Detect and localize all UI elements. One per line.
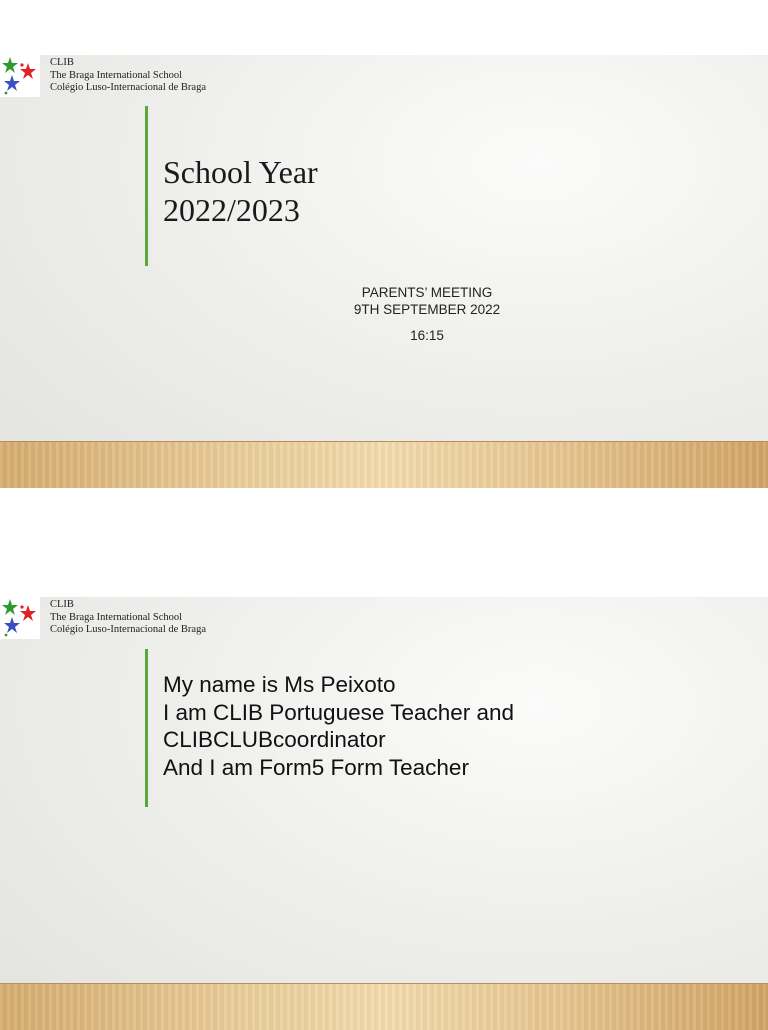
school-name: CLIB <box>50 57 74 68</box>
school-english-name: The Braga International School <box>50 611 183 623</box>
body-line-2: I am CLIB Portuguese Teacher and <box>163 699 515 725</box>
school-info <box>50 57 206 95</box>
school-english-name: The Braga International School <box>50 69 183 81</box>
school-portuguese-name: Colégio Luso-Internacional de Braga <box>50 82 206 93</box>
wood-floor-decoration <box>0 983 768 1030</box>
body-line-1: My name is Ms Peixoto <box>163 672 396 697</box>
body-line-3: CLIBCLUBcoordinator <box>163 727 386 752</box>
meeting-info <box>327 284 527 344</box>
school-logo-icon <box>0 597 40 639</box>
school-logo-icon <box>0 55 40 97</box>
body-line-4: And I am Form5 Form Teacher <box>163 754 469 780</box>
slide-title <box>163 153 318 229</box>
title-line-2: 2022/2023 <box>163 192 300 228</box>
slide-1 <box>0 55 768 488</box>
school-name: CLIB <box>50 599 74 610</box>
wood-floor-decoration <box>0 441 768 488</box>
school-portuguese-name: Colégio Luso-Internacional de Braga <box>50 624 206 635</box>
slide-2 <box>0 597 768 1030</box>
slide-body <box>163 671 514 781</box>
meeting-title: PARENTS’ MEETING <box>361 285 493 300</box>
accent-bar <box>145 106 148 266</box>
school-info <box>50 599 206 637</box>
title-line-1: School Year <box>163 154 318 190</box>
meeting-date: 9TH SEPTEMBER 2022 <box>353 302 501 317</box>
accent-bar <box>145 649 148 807</box>
meeting-time: 16:15 <box>410 328 444 343</box>
